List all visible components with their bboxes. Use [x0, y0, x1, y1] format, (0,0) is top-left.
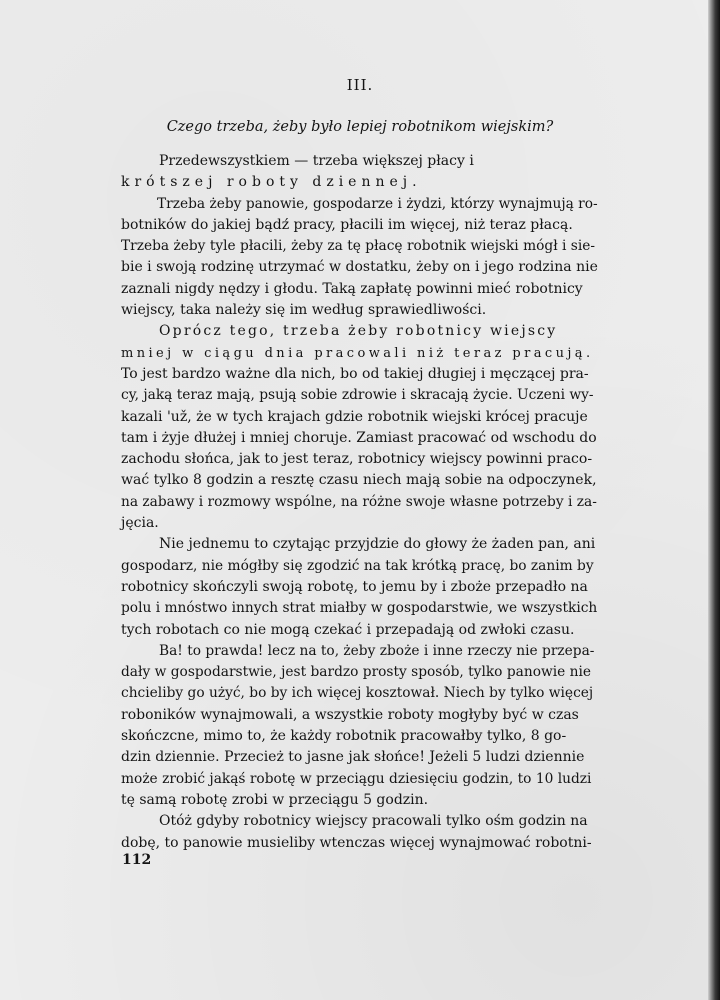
- text-line: wiejscy, taka należy się im według sprawiedliwości.: [121, 302, 487, 319]
- text-line: roboników wynajmowali, a wszystkie roboty mogłyby być w czas: [121, 706, 579, 723]
- text-line: wać tylko 8 godzin a resztę czasu niech mają sobie na odpoczynek,: [121, 472, 597, 489]
- text-line: skończcne, mimo to, że każdy robotnik pracowałby tylko, 8 go-: [121, 728, 567, 745]
- text-line: Ba! to prawda! lecz na to, żeby zboże i inne rzeczy nie przepa-: [159, 642, 595, 659]
- text-line: dały w gospodarstwie, jest bardzo prosty sposób, tylko panowie nie: [121, 664, 592, 681]
- scan-edge-shadow: [708, 0, 720, 1000]
- text-line: krótszej roboty dziennej.: [121, 174, 422, 191]
- text-line: Trzeba żeby tyle płacili, żeby za tę płacę robotnik wiejski mógł i sie-: [121, 238, 596, 255]
- chapter-numeral: III.: [346, 76, 374, 94]
- text-line: To jest bardzo ważne dla nich, bo od takiej długiej i męczącej pra-: [121, 365, 589, 382]
- text-line: polu i mnóstwo innych strat miałby w gospodarstwie, we wszystkich: [121, 600, 598, 617]
- text-line: tę samą robotę zrobi w przeciągu 5 godzin.: [121, 791, 429, 808]
- text-line: cy, jaką teraz mają, psują sobie zdrowie i skracają życie. Uczeni wy-: [121, 387, 594, 404]
- text-line: Oprócz tego, trzeba żeby robotnicy wiejscy: [159, 323, 558, 340]
- text-line: dobę, to panowie musieliby wtenczas więcej wynajmować robotni-: [121, 834, 592, 851]
- body-text: [121, 151, 599, 854]
- text-line: bie i swoją rodzinę utrzymać w dostatku, żeby on i jego rodzina nie: [121, 259, 598, 276]
- text-line: zachodu słońca, jak to jest teraz, robotnicy wiejscy powinni praco-: [121, 451, 593, 468]
- text-line: Otóż gdyby robotnicy wiejscy pracowali tylko ośm godzin na: [159, 813, 588, 830]
- text-line: może zrobić jakąś robotę w przeciągu dziesięciu godzin, to 10 ludzi: [121, 770, 592, 787]
- text-line: zaznali nigdy nędzy i głodu. Taką zapłatę powinni mieć robotnicy: [121, 280, 583, 297]
- text-line: chcieliby go użyć, bo by ich więcej kosztował. Niech by tylko więcej: [121, 685, 594, 702]
- text-line: jęcia.: [121, 515, 159, 532]
- text-line: Przedewszystkiem — trzeba większej płacy i: [159, 153, 474, 169]
- text-line: tam i żyje dłużej i mniej choruje. Zamiast pracować od wschodu do: [121, 429, 597, 446]
- text-line: Trzeba żeby panowie, gospodarze i żydzi, którzy wynajmują ro-: [157, 195, 598, 212]
- text-line: mniej w ciągu dnia pracowali niż teraz pracują.: [121, 345, 594, 361]
- text-line: dzin dziennie. Przecież to jasne jak słońce! Jeżeli 5 ludzi dziennie: [121, 749, 585, 766]
- text-line: kazali 'už, że w tych krajach gdzie robotnik wiejski krócej pracuje: [121, 408, 588, 425]
- text-line: Nie jednemu to czytając przyjdzie do głowy że żaden pan, ani: [159, 536, 596, 553]
- page-number: 112: [122, 852, 152, 868]
- text-line: botników do jakiej bądź pracy, płacili im więcej, niż teraz płacą.: [121, 216, 573, 233]
- chapter-subtitle: Czego trzeba, żeby było lepiej robotnikom wiejskim?: [166, 119, 554, 135]
- text-line: robotnicy skończyli swoją robotę, to jemu by i zboże przepadło na: [121, 578, 588, 595]
- text-line: na zabawy i rozmowy wspólne, na różne swoje własne potrzeby i za-: [121, 493, 597, 510]
- text-line: tych robotach co nie mogą czekać i przepadają od zwłoki czasu.: [121, 621, 575, 638]
- text-line: gospodarz, nie mógłby się zgodzić na tak krótką pracę, bo zanim by: [121, 557, 594, 574]
